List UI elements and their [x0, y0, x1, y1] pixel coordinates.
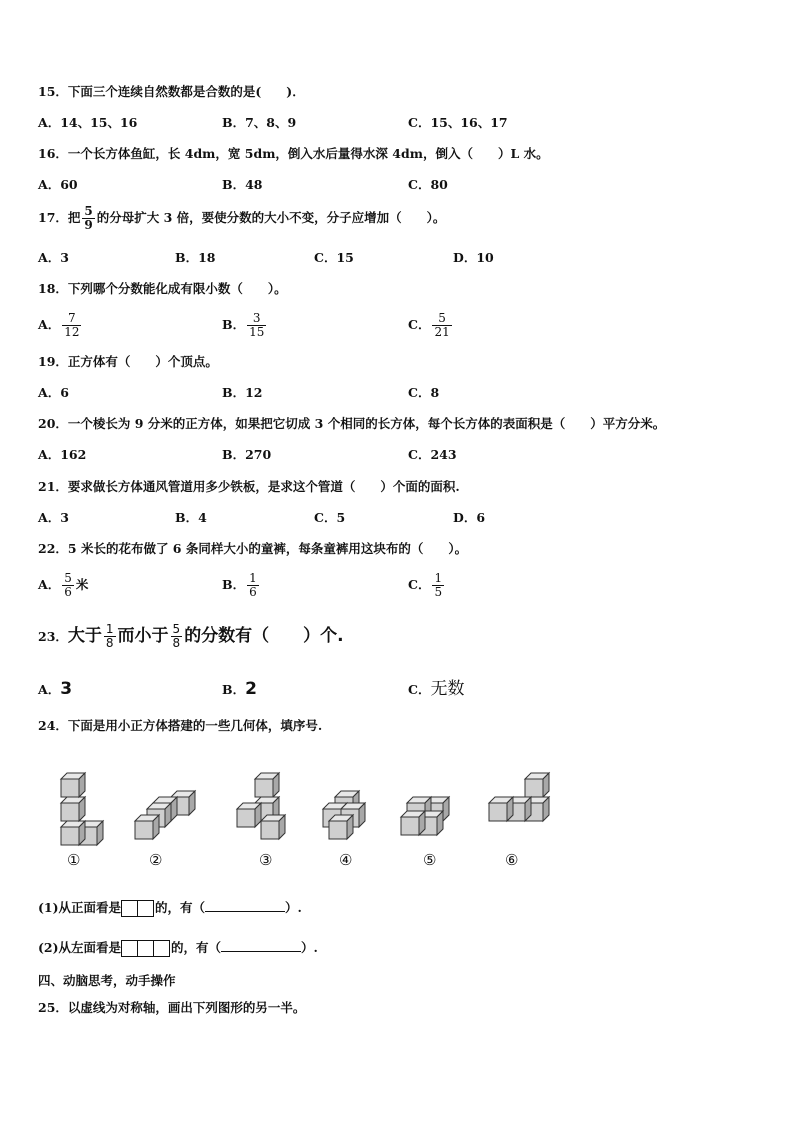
figure-6-drawing — [489, 773, 549, 821]
q20-option-b[interactable]: B．270 — [222, 447, 272, 462]
cube-drawings — [35, 755, 565, 875]
q22-a-fraction — [62, 572, 74, 599]
q24-p1-mid: 的，有（ — [155, 900, 206, 915]
q18-a-fraction — [62, 312, 81, 339]
figure-2-drawing — [135, 791, 195, 839]
q21-option-a[interactable]: A．3 — [38, 510, 69, 525]
figure-1-label: ① — [67, 851, 81, 869]
q22-option-a[interactable] — [38, 566, 88, 604]
q17-frac-den: 9 — [84, 218, 93, 232]
q18-a-den: 12 — [64, 325, 80, 339]
q17-option-d[interactable]: D．10 — [453, 250, 494, 265]
q20-stem: 20．一个棱长为 9 分米的正方体，如果把它切成 3 个相同的长方体，每个长方体的表面积是（ ）平方分米。 — [38, 416, 666, 431]
q22-stem: 22．5 米长的花布做了 6 条同样大小的童裤，每条童裤用这块布的（ ）。 — [38, 541, 468, 556]
q22-b-label: B． — [222, 577, 246, 592]
q17-frac-num: 5 — [84, 204, 93, 218]
q18-a-num: 7 — [68, 311, 76, 325]
figure-2-label: ② — [149, 851, 163, 869]
q24-p2-answer-blank[interactable] — [221, 939, 301, 952]
q17-fraction — [82, 205, 94, 232]
q23-pre: 大于 — [67, 626, 102, 646]
figure-3-drawing — [237, 773, 285, 839]
q18-option-a[interactable] — [38, 306, 83, 344]
q15-option-b[interactable]: B．7、8、9 — [222, 115, 297, 130]
figure-4-label: ④ — [339, 851, 353, 869]
q24-p1-end: ）. — [285, 900, 302, 915]
q21-option-c[interactable]: C．5 — [314, 510, 346, 525]
q23-text — [67, 621, 344, 650]
q23-number: 23． — [38, 629, 68, 644]
q23-frac2 — [171, 623, 183, 650]
q23-a-label: A． — [38, 682, 61, 697]
q23-b-label: B． — [222, 682, 246, 697]
q18-option-b[interactable] — [222, 306, 268, 344]
q23-option-c[interactable] — [408, 678, 464, 701]
figure-5-drawing — [401, 797, 449, 835]
q15-option-a[interactable]: A．14、15、16 — [38, 115, 138, 130]
cube-figures — [35, 755, 565, 875]
q16-option-b[interactable]: B．48 — [222, 177, 263, 192]
q15-stem: 15．下面三个连续自然数都是合数的是( )． — [38, 84, 305, 99]
q20-option-c[interactable]: C．243 — [408, 447, 457, 462]
q18-c-num: 5 — [438, 311, 446, 325]
q22-b-num: 1 — [249, 571, 257, 585]
q18-b-label: B． — [222, 317, 246, 332]
q23-c-label: C． — [408, 682, 431, 697]
q21-stem: 21．要求做长方体通风管道用多少铁板，是求这个管道（ ）个面的面积. — [38, 479, 460, 494]
q18-a-label: A． — [38, 317, 61, 332]
q22-option-c[interactable] — [408, 566, 446, 604]
q22-c-den: 5 — [434, 585, 443, 599]
q23-f2-den: 8 — [172, 635, 181, 650]
q22-a-unit: 米 — [75, 577, 89, 592]
q23-option-a[interactable] — [38, 678, 72, 701]
q22-c-label: C． — [408, 577, 431, 592]
q21-option-d[interactable]: D．6 — [453, 510, 486, 525]
q22-c-num: 1 — [434, 571, 443, 585]
q17-suffix: 的分母扩大 3 倍，要使分数的大小不变，分子应增加（ ）。 — [96, 210, 446, 225]
q23-f2-num: 5 — [172, 621, 181, 636]
q24-stem: 24．下面是用小正方体搭建的一些几何体，填序号. — [38, 718, 323, 733]
q18-c-den: 21 — [434, 325, 450, 339]
q23-b-value: 2 — [245, 679, 257, 699]
q18-b-num: 3 — [252, 311, 261, 325]
q18-c-label: C． — [408, 317, 431, 332]
q20-option-a[interactable]: A．162 — [38, 447, 87, 462]
q17-option-b[interactable]: B．18 — [175, 250, 216, 265]
q19-option-b[interactable]: B．12 — [222, 385, 263, 400]
q24-p1-prefix: (1)从正面看是 — [38, 900, 122, 915]
figure-5-label: ⑤ — [423, 851, 437, 869]
q18-b-fraction — [247, 312, 266, 339]
q22-a-label: A． — [38, 577, 61, 592]
q23-frac1 — [104, 623, 116, 650]
q23-f1-num: 1 — [105, 621, 114, 636]
q24-part2 — [38, 938, 318, 958]
q22-c-fraction — [432, 572, 444, 599]
q16-option-a[interactable]: A．60 — [38, 177, 78, 192]
q24-part1 — [38, 898, 302, 918]
section-4-heading: 四、动脑思考，动手操作 — [38, 973, 176, 988]
q19-option-a[interactable]: A．6 — [38, 385, 69, 400]
q18-c-fraction — [432, 312, 451, 339]
figure-6-label: ⑥ — [505, 851, 519, 869]
q22-option-b[interactable] — [222, 566, 261, 604]
q18-b-den: 15 — [249, 325, 265, 339]
q23-c-value: 无数 — [430, 679, 465, 699]
q17-prefix: 17．把 — [38, 210, 81, 225]
q16-option-c[interactable]: C．80 — [408, 177, 448, 192]
q18-stem: 18．下列哪个分数能化成有限小数（ ）。 — [38, 281, 287, 296]
q18-option-c[interactable] — [408, 306, 454, 344]
q17-option-c[interactable]: C．15 — [314, 250, 354, 265]
front-view-shape — [122, 900, 154, 917]
q16-stem: 16．一个长方体鱼缸，长 4dm，宽 5dm，倒入水后量得水深 4dm，倒入（ ）L 水。 — [38, 146, 549, 161]
q17-stem — [38, 204, 445, 232]
q24-p2-prefix: (2)从左面看是 — [38, 940, 122, 955]
q25-stem: 25．以虚线为对称轴，画出下列图形的另一半。 — [38, 1000, 306, 1015]
q23-a-value: 3 — [60, 679, 73, 699]
q23-mid: 而小于 — [117, 626, 169, 646]
q22-b-den: 6 — [249, 585, 257, 599]
q19-stem: 19．正方体有（ ）个顶点。 — [38, 354, 218, 369]
q22-b-fraction — [247, 572, 259, 599]
q24-p2-end: ）. — [301, 940, 318, 955]
q22-a-num: 5 — [64, 571, 72, 585]
q23-stem — [38, 616, 344, 657]
q19-option-c[interactable]: C．8 — [408, 385, 440, 400]
q21-option-b[interactable]: B．4 — [175, 510, 207, 525]
q23-post: 的分数有（ ）个. — [184, 626, 344, 646]
q17-option-a[interactable]: A．3 — [38, 250, 69, 265]
q22-a-den: 6 — [64, 585, 72, 599]
figure-4-drawing — [323, 791, 365, 839]
q24-p2-mid: 的，有（ — [171, 940, 222, 955]
q23-f1-den: 8 — [105, 635, 114, 650]
left-view-shape — [122, 940, 170, 957]
q23-option-b[interactable] — [222, 678, 257, 701]
q15-option-c[interactable]: C．15、16、17 — [408, 115, 508, 130]
q24-p1-answer-blank[interactable] — [205, 899, 285, 912]
figure-3-label: ③ — [259, 851, 273, 869]
figure-1-drawing — [61, 773, 103, 845]
